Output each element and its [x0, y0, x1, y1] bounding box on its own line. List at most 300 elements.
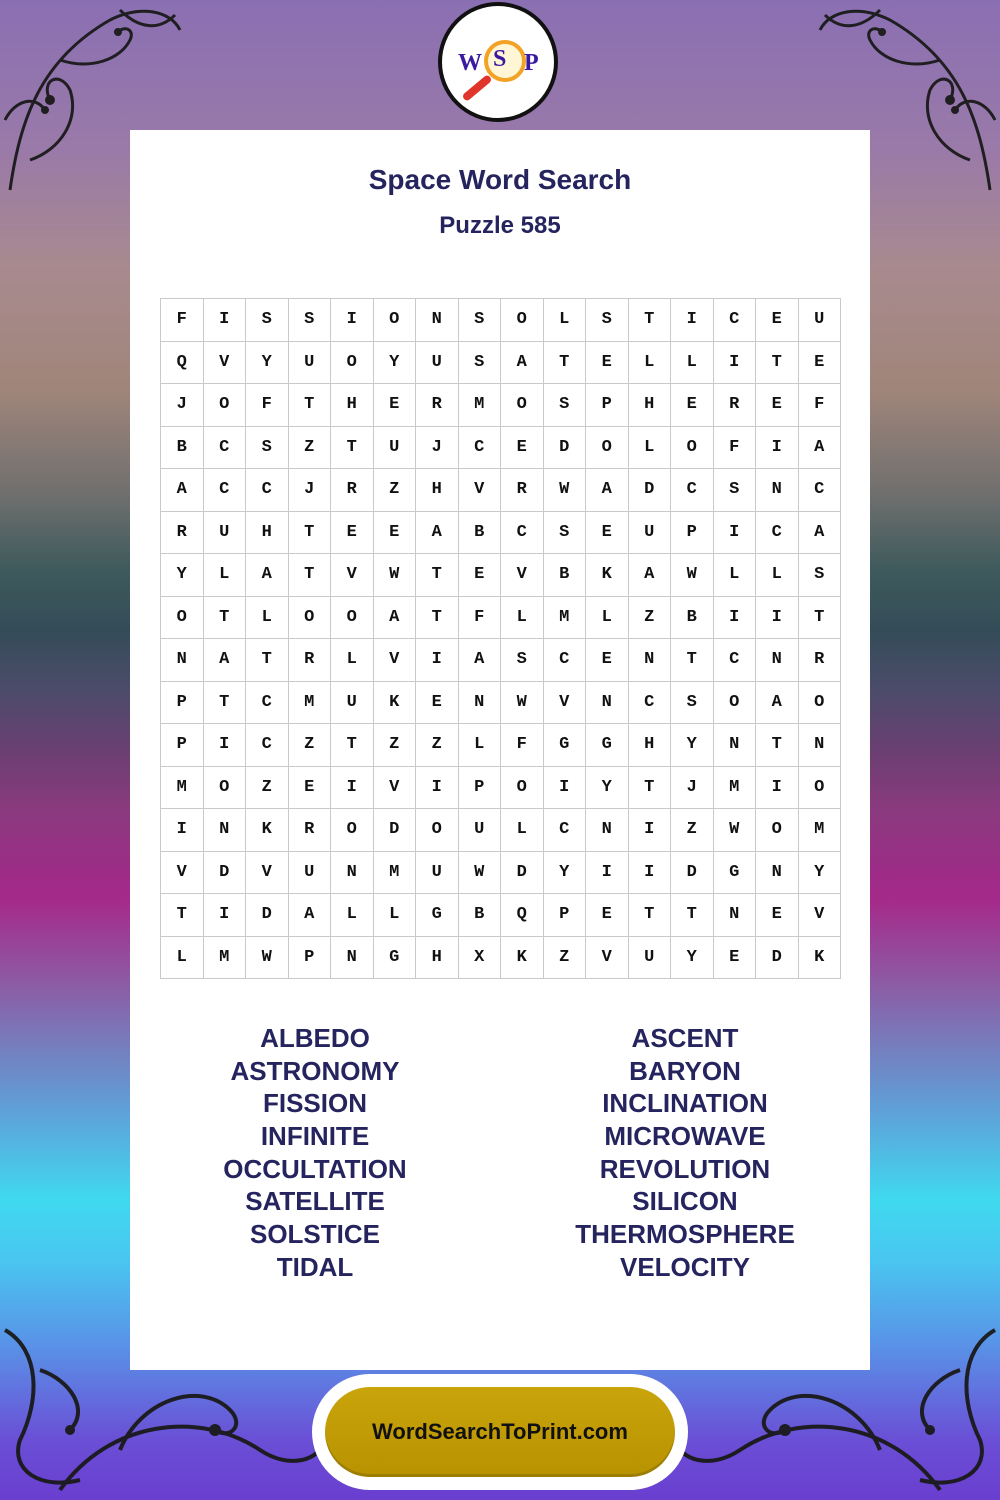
grid-cell[interactable]: D: [671, 851, 714, 894]
grid-cell[interactable]: J: [288, 469, 331, 512]
grid-cell[interactable]: O: [798, 681, 841, 724]
grid-cell[interactable]: Z: [288, 426, 331, 469]
grid-cell[interactable]: T: [756, 724, 799, 767]
grid-cell[interactable]: N: [203, 809, 246, 852]
grid-cell[interactable]: G: [713, 851, 756, 894]
grid-cell[interactable]: Y: [798, 851, 841, 894]
grid-cell[interactable]: E: [288, 766, 331, 809]
grid-cell[interactable]: N: [161, 639, 204, 682]
grid-cell[interactable]: E: [586, 639, 629, 682]
grid-row: [161, 469, 841, 512]
grid-cell[interactable]: I: [756, 426, 799, 469]
grid-cell[interactable]: T: [756, 341, 799, 384]
grid-cell[interactable]: S: [246, 426, 289, 469]
grid-cell[interactable]: L: [161, 936, 204, 979]
grid-row: [161, 299, 841, 342]
grid-cell[interactable]: U: [416, 851, 459, 894]
grid-cell[interactable]: F: [798, 384, 841, 427]
grid-cell[interactable]: Y: [543, 851, 586, 894]
grid-cell[interactable]: L: [246, 596, 289, 639]
grid-cell[interactable]: E: [331, 511, 374, 554]
grid-cell[interactable]: L: [458, 724, 501, 767]
grid-cell[interactable]: S: [543, 384, 586, 427]
grid-cell[interactable]: A: [501, 341, 544, 384]
grid-cell[interactable]: G: [373, 936, 416, 979]
grid-cell[interactable]: Q: [501, 894, 544, 937]
grid-cell[interactable]: T: [543, 341, 586, 384]
grid-cell[interactable]: U: [798, 299, 841, 342]
grid-cell[interactable]: L: [756, 554, 799, 597]
grid-cell[interactable]: T: [416, 596, 459, 639]
word-list-item: VELOCITY: [619, 1251, 750, 1282]
grid-cell[interactable]: T: [798, 596, 841, 639]
grid-cell[interactable]: C: [246, 469, 289, 512]
grid-cell[interactable]: N: [586, 681, 629, 724]
word-list-item: REVOLUTION: [599, 1153, 771, 1184]
grid-cell[interactable]: T: [288, 511, 331, 554]
grid-cell[interactable]: H: [416, 469, 459, 512]
grid-cell[interactable]: I: [586, 851, 629, 894]
grid-cell[interactable]: R: [798, 639, 841, 682]
grid-cell[interactable]: P: [288, 936, 331, 979]
grid-row: [161, 851, 841, 894]
grid-row: [161, 894, 841, 937]
grid-cell[interactable]: S: [288, 299, 331, 342]
grid-cell[interactable]: A: [798, 511, 841, 554]
grid-cell[interactable]: C: [203, 469, 246, 512]
grid-cell[interactable]: C: [543, 809, 586, 852]
grid-cell[interactable]: T: [246, 639, 289, 682]
grid-row: [161, 554, 841, 597]
grid-cell[interactable]: I: [203, 724, 246, 767]
grid-cell[interactable]: G: [586, 724, 629, 767]
grid-row: [161, 724, 841, 767]
grid-cell[interactable]: U: [203, 511, 246, 554]
grid-cell[interactable]: D: [203, 851, 246, 894]
grid-cell[interactable]: T: [203, 596, 246, 639]
grid-cell[interactable]: A: [246, 554, 289, 597]
grid-cell[interactable]: I: [416, 639, 459, 682]
grid-cell[interactable]: Y: [373, 341, 416, 384]
grid-cell[interactable]: K: [373, 681, 416, 724]
grid-cell[interactable]: I: [713, 511, 756, 554]
grid-cell[interactable]: U: [628, 936, 671, 979]
grid-cell[interactable]: I: [713, 596, 756, 639]
grid-cell[interactable]: F: [713, 426, 756, 469]
grid-cell[interactable]: A: [586, 469, 629, 512]
grid-cell[interactable]: P: [161, 724, 204, 767]
word-list-item: SOLSTICE: [249, 1219, 380, 1250]
word-list-item: SILICON: [632, 1186, 738, 1217]
grid-cell[interactable]: K: [246, 809, 289, 852]
grid-cell[interactable]: C: [501, 511, 544, 554]
grid-cell[interactable]: E: [671, 384, 714, 427]
grid-cell[interactable]: U: [458, 809, 501, 852]
grid-cell[interactable]: Y: [671, 936, 714, 979]
grid-cell[interactable]: P: [586, 384, 629, 427]
grid-cell[interactable]: J: [161, 384, 204, 427]
grid-cell[interactable]: H: [628, 384, 671, 427]
grid-cell[interactable]: W: [246, 936, 289, 979]
grid-cell[interactable]: N: [458, 681, 501, 724]
grid-cell[interactable]: I: [756, 766, 799, 809]
grid-cell[interactable]: T: [416, 554, 459, 597]
grid-cell[interactable]: V: [501, 554, 544, 597]
grid-cell[interactable]: V: [373, 639, 416, 682]
grid-cell[interactable]: E: [586, 511, 629, 554]
grid-cell[interactable]: P: [458, 766, 501, 809]
grid-cell[interactable]: I: [331, 766, 374, 809]
word-list-left: [130, 1022, 500, 1284]
grid-cell[interactable]: A: [203, 639, 246, 682]
grid-cell[interactable]: S: [543, 511, 586, 554]
grid-row: [161, 766, 841, 809]
grid-cell[interactable]: T: [331, 426, 374, 469]
grid-cell[interactable]: I: [331, 299, 374, 342]
grid-cell[interactable]: L: [713, 554, 756, 597]
grid-cell[interactable]: O: [161, 596, 204, 639]
grid-cell[interactable]: I: [203, 894, 246, 937]
word-list-item: INFINITE: [260, 1121, 370, 1152]
grid-cell[interactable]: T: [288, 384, 331, 427]
grid-cell[interactable]: T: [671, 639, 714, 682]
grid-cell[interactable]: P: [671, 511, 714, 554]
grid-cell[interactable]: D: [543, 426, 586, 469]
grid-cell[interactable]: N: [331, 851, 374, 894]
word-list-item: ASTRONOMY: [230, 1055, 400, 1086]
grid-cell[interactable]: S: [586, 299, 629, 342]
grid-cell[interactable]: M: [543, 596, 586, 639]
word-list-item: MICROWAVE: [604, 1121, 766, 1152]
grid-cell[interactable]: E: [416, 681, 459, 724]
grid-cell[interactable]: V: [586, 936, 629, 979]
grid-cell[interactable]: N: [756, 851, 799, 894]
grid-cell[interactable]: W: [671, 554, 714, 597]
grid-cell[interactable]: W: [458, 851, 501, 894]
word-list-item: FISSION: [262, 1088, 367, 1119]
grid-cell[interactable]: E: [373, 511, 416, 554]
grid-cell[interactable]: L: [628, 341, 671, 384]
grid-cell[interactable]: N: [331, 936, 374, 979]
grid-cell[interactable]: L: [373, 894, 416, 937]
logo-letter-p: P: [524, 50, 539, 76]
grid-cell[interactable]: E: [586, 894, 629, 937]
grid-cell[interactable]: R: [713, 384, 756, 427]
grid-cell[interactable]: T: [331, 724, 374, 767]
grid-cell[interactable]: C: [713, 299, 756, 342]
grid-cell[interactable]: V: [543, 681, 586, 724]
grid-cell[interactable]: C: [203, 426, 246, 469]
logo-letter-s: S: [493, 46, 507, 72]
grid-cell[interactable]: V: [373, 766, 416, 809]
grid-cell[interactable]: V: [798, 894, 841, 937]
grid-cell[interactable]: B: [458, 511, 501, 554]
grid-cell[interactable]: Z: [373, 469, 416, 512]
grid-cell[interactable]: S: [798, 554, 841, 597]
grid-cell[interactable]: V: [203, 341, 246, 384]
grid-cell[interactable]: K: [798, 936, 841, 979]
grid-cell[interactable]: O: [671, 426, 714, 469]
grid-cell[interactable]: Y: [586, 766, 629, 809]
grid-cell[interactable]: E: [501, 426, 544, 469]
grid-cell[interactable]: U: [416, 341, 459, 384]
logo-letter-w: W: [458, 50, 482, 76]
grid-cell[interactable]: T: [161, 894, 204, 937]
grid-cell[interactable]: D: [373, 809, 416, 852]
grid-cell[interactable]: Z: [671, 809, 714, 852]
grid-cell[interactable]: L: [501, 596, 544, 639]
grid-cell[interactable]: K: [501, 936, 544, 979]
grid-cell[interactable]: J: [416, 426, 459, 469]
grid-cell[interactable]: V: [246, 851, 289, 894]
grid-cell[interactable]: T: [628, 299, 671, 342]
word-list-item: INCLINATION: [602, 1088, 768, 1119]
grid-cell[interactable]: H: [331, 384, 374, 427]
grid-cell[interactable]: A: [373, 596, 416, 639]
grid-cell[interactable]: O: [586, 426, 629, 469]
grid-cell[interactable]: W: [501, 681, 544, 724]
grid-cell[interactable]: I: [756, 596, 799, 639]
grid-cell[interactable]: L: [331, 894, 374, 937]
grid-cell[interactable]: C: [798, 469, 841, 512]
grid-cell[interactable]: A: [458, 639, 501, 682]
word-list-item: BARYON: [629, 1055, 741, 1086]
grid-cell[interactable]: I: [543, 766, 586, 809]
grid-cell[interactable]: O: [713, 681, 756, 724]
puzzle-sheet: [130, 130, 870, 1370]
grid-cell[interactable]: U: [288, 341, 331, 384]
grid-row: [161, 639, 841, 682]
word-list-item: ALBEDO: [260, 1023, 370, 1053]
grid-cell[interactable]: M: [458, 384, 501, 427]
grid-cell[interactable]: M: [288, 681, 331, 724]
grid-cell[interactable]: W: [713, 809, 756, 852]
grid-cell[interactable]: F: [501, 724, 544, 767]
grid-cell[interactable]: A: [798, 426, 841, 469]
grid-cell[interactable]: U: [628, 511, 671, 554]
grid-cell[interactable]: B: [161, 426, 204, 469]
magnifier-handle: [461, 74, 492, 102]
grid-cell[interactable]: Y: [161, 554, 204, 597]
grid-cell[interactable]: L: [543, 299, 586, 342]
grid-cell[interactable]: U: [288, 851, 331, 894]
puzzle-number: Puzzle 585: [439, 212, 561, 239]
grid-cell[interactable]: Z: [246, 766, 289, 809]
grid-cell[interactable]: F: [161, 299, 204, 342]
grid-cell[interactable]: Z: [543, 936, 586, 979]
grid-cell[interactable]: X: [458, 936, 501, 979]
letter-grid: [160, 298, 841, 979]
grid-row: [161, 426, 841, 469]
grid-cell[interactable]: W: [373, 554, 416, 597]
grid-cell[interactable]: O: [288, 596, 331, 639]
grid-cell[interactable]: E: [458, 554, 501, 597]
grid-cell[interactable]: S: [713, 469, 756, 512]
word-list-right: [500, 1022, 870, 1284]
grid-cell[interactable]: G: [543, 724, 586, 767]
grid-cell[interactable]: S: [458, 299, 501, 342]
grid-cell[interactable]: T: [671, 894, 714, 937]
grid-cell[interactable]: N: [798, 724, 841, 767]
grid-cell[interactable]: M: [203, 936, 246, 979]
grid-row: [161, 596, 841, 639]
grid-cell[interactable]: H: [246, 511, 289, 554]
grid-cell[interactable]: N: [756, 639, 799, 682]
grid-cell[interactable]: L: [203, 554, 246, 597]
grid-row: [161, 681, 841, 724]
grid-cell[interactable]: M: [713, 766, 756, 809]
grid-cell[interactable]: E: [756, 384, 799, 427]
grid-cell[interactable]: R: [161, 511, 204, 554]
grid-cell[interactable]: O: [331, 596, 374, 639]
grid-cell[interactable]: O: [501, 384, 544, 427]
grid-cell[interactable]: O: [756, 809, 799, 852]
grid-cell[interactable]: L: [671, 341, 714, 384]
grid-cell[interactable]: I: [713, 341, 756, 384]
grid-row: [161, 384, 841, 427]
word-list-item: TIDAL: [276, 1251, 354, 1282]
wsp-logo: [438, 2, 558, 122]
grid-cell[interactable]: O: [798, 766, 841, 809]
word-list-item: ASCENT: [631, 1023, 739, 1053]
grid-cell[interactable]: D: [628, 469, 671, 512]
grid-cell[interactable]: M: [373, 851, 416, 894]
grid-cell[interactable]: B: [671, 596, 714, 639]
grid-cell[interactable]: C: [246, 681, 289, 724]
grid-cell[interactable]: C: [543, 639, 586, 682]
grid-cell[interactable]: S: [246, 299, 289, 342]
grid-cell[interactable]: U: [331, 681, 374, 724]
grid-cell[interactable]: C: [671, 469, 714, 512]
grid-row: [161, 809, 841, 852]
grid-cell[interactable]: B: [458, 894, 501, 937]
grid-cell[interactable]: Z: [373, 724, 416, 767]
grid-cell[interactable]: O: [501, 299, 544, 342]
grid-cell[interactable]: A: [416, 511, 459, 554]
grid-cell[interactable]: D: [246, 894, 289, 937]
grid-cell[interactable]: N: [586, 809, 629, 852]
grid-cell[interactable]: Y: [246, 341, 289, 384]
grid-cell[interactable]: S: [458, 341, 501, 384]
grid-cell[interactable]: O: [331, 341, 374, 384]
grid-cell[interactable]: M: [161, 766, 204, 809]
grid-cell[interactable]: U: [373, 426, 416, 469]
grid-cell[interactable]: I: [203, 299, 246, 342]
grid-cell[interactable]: T: [203, 681, 246, 724]
grid-cell[interactable]: Z: [416, 724, 459, 767]
grid-cell[interactable]: N: [713, 724, 756, 767]
grid-cell[interactable]: E: [798, 341, 841, 384]
grid-cell[interactable]: E: [713, 936, 756, 979]
grid-cell[interactable]: Z: [288, 724, 331, 767]
grid-cell[interactable]: V: [161, 851, 204, 894]
grid-cell[interactable]: O: [373, 299, 416, 342]
word-list-item: THERMOSPHERE: [575, 1219, 795, 1250]
grid-cell[interactable]: I: [161, 809, 204, 852]
grid-cell[interactable]: T: [628, 894, 671, 937]
grid-cell[interactable]: V: [331, 554, 374, 597]
grid-cell[interactable]: O: [416, 809, 459, 852]
grid-cell[interactable]: I: [671, 299, 714, 342]
grid-cell[interactable]: K: [586, 554, 629, 597]
grid-cell[interactable]: V: [458, 469, 501, 512]
grid-cell[interactable]: R: [288, 639, 331, 682]
grid-cell[interactable]: N: [756, 469, 799, 512]
grid-cell[interactable]: L: [331, 639, 374, 682]
grid-row: [161, 341, 841, 384]
grid-cell[interactable]: L: [586, 596, 629, 639]
grid-cell[interactable]: T: [628, 766, 671, 809]
grid-cell[interactable]: B: [543, 554, 586, 597]
grid-row: [161, 936, 841, 979]
grid-cell[interactable]: A: [161, 469, 204, 512]
word-list-item: SATELLITE: [245, 1186, 385, 1217]
grid-cell[interactable]: F: [458, 596, 501, 639]
grid-cell[interactable]: I: [628, 851, 671, 894]
grid-cell[interactable]: P: [161, 681, 204, 724]
grid-cell[interactable]: E: [586, 341, 629, 384]
grid-cell[interactable]: H: [628, 724, 671, 767]
grid-cell[interactable]: O: [203, 384, 246, 427]
site-link[interactable]: WordSearchToPrint.com: [372, 1419, 628, 1444]
grid-cell[interactable]: N: [628, 639, 671, 682]
grid-cell[interactable]: D: [756, 936, 799, 979]
grid-cell[interactable]: R: [416, 384, 459, 427]
grid-cell[interactable]: C: [713, 639, 756, 682]
grid-cell[interactable]: S: [671, 681, 714, 724]
page-title: Space Word Search: [368, 164, 632, 195]
grid-cell[interactable]: O: [203, 766, 246, 809]
grid-cell[interactable]: W: [543, 469, 586, 512]
grid-cell[interactable]: M: [798, 809, 841, 852]
grid-cell[interactable]: Q: [161, 341, 204, 384]
grid-cell[interactable]: D: [501, 851, 544, 894]
grid-row: [161, 511, 841, 554]
grid-cell[interactable]: Z: [628, 596, 671, 639]
grid-cell[interactable]: T: [288, 554, 331, 597]
grid-cell[interactable]: O: [331, 809, 374, 852]
grid-cell[interactable]: C: [246, 724, 289, 767]
grid-cell[interactable]: R: [331, 469, 374, 512]
grid-cell[interactable]: L: [501, 809, 544, 852]
grid-cell[interactable]: R: [288, 809, 331, 852]
grid-cell[interactable]: A: [288, 894, 331, 937]
grid-cell[interactable]: N: [416, 299, 459, 342]
grid-cell[interactable]: E: [373, 384, 416, 427]
grid-cell[interactable]: R: [501, 469, 544, 512]
footer-badge[interactable]: [325, 1387, 675, 1477]
grid-cell[interactable]: A: [756, 681, 799, 724]
grid-cell[interactable]: C: [458, 426, 501, 469]
grid-cell[interactable]: L: [628, 426, 671, 469]
grid-cell[interactable]: C: [756, 511, 799, 554]
grid-cell[interactable]: A: [628, 554, 671, 597]
grid-cell[interactable]: E: [756, 299, 799, 342]
grid-cell[interactable]: C: [628, 681, 671, 724]
grid-cell[interactable]: Y: [671, 724, 714, 767]
grid-cell[interactable]: I: [416, 766, 459, 809]
grid-cell[interactable]: J: [671, 766, 714, 809]
grid-cell[interactable]: N: [713, 894, 756, 937]
grid-cell[interactable]: I: [628, 809, 671, 852]
grid-cell[interactable]: E: [756, 894, 799, 937]
grid-cell[interactable]: S: [501, 639, 544, 682]
grid-cell[interactable]: F: [246, 384, 289, 427]
grid-cell[interactable]: H: [416, 936, 459, 979]
grid-cell[interactable]: P: [543, 894, 586, 937]
grid-cell[interactable]: G: [416, 894, 459, 937]
grid-cell[interactable]: O: [501, 766, 544, 809]
